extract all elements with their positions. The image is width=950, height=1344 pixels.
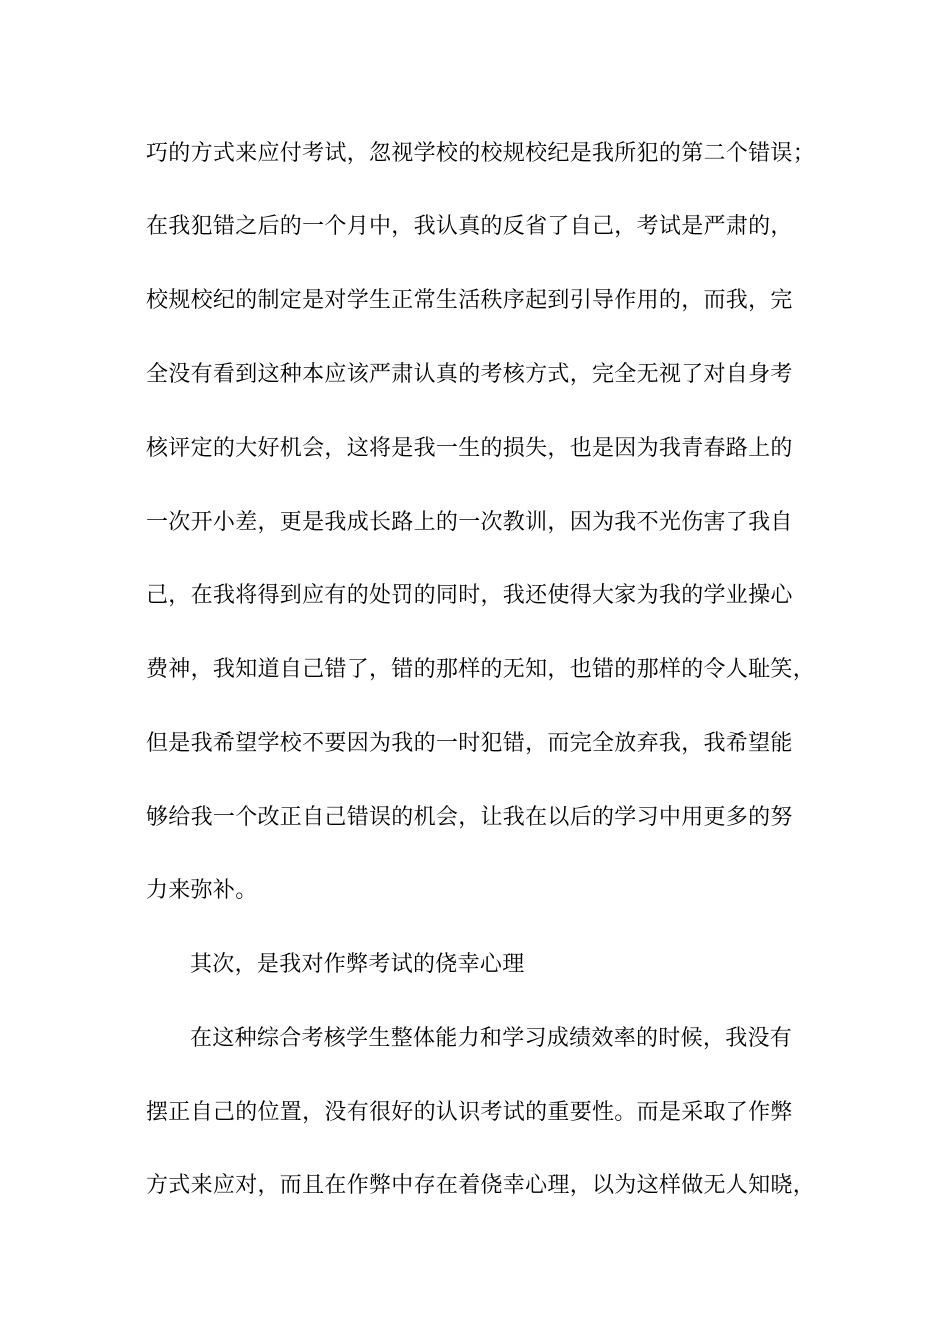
text-line: 费神，我知道自己错了，错的那样的无知，也错的那样的令人耻笑， xyxy=(146,657,816,682)
text-line: 核评定的大好机会，这将是我一生的损失，也是因为我青春路上的 xyxy=(146,436,793,461)
text-line: 方式来应对，而且在作弊中存在着侥幸心理，以为这样做无人知晓， xyxy=(146,1173,816,1198)
text-line: 一次开小差，更是我成长路上的一次教训，因为我不光伤害了我自 xyxy=(146,510,793,535)
text-line: 巧的方式来应付考试，忽视学校的校规校纪是我所犯的第二个错误； xyxy=(146,141,816,166)
text-line: 摆正自己的位置，没有很好的认识考试的重要性。而是采取了作弊 xyxy=(146,1100,793,1125)
section-heading: 其次，是我对作弊考试的侥幸心理 xyxy=(190,952,525,977)
text-line: 力来弥补。 xyxy=(146,878,258,903)
paragraph-first-line: 在这种综合考核学生整体能力和学习成绩效率的时候，我没有 xyxy=(190,1026,793,1051)
text-line: 够给我一个改正自己错误的机会，让我在以后的学习中用更多的努 xyxy=(146,805,793,830)
text-line: 但是我希望学校不要因为我的一时犯错，而完全放弃我，我希望能 xyxy=(146,731,793,756)
text-line: 校规校纪的制定是对学生正常生活秩序起到引导作用的，而我，完 xyxy=(146,288,793,313)
text-line: 全没有看到这种本应该严肃认真的考核方式，完全无视了对自身考 xyxy=(146,362,793,387)
text-line: 在我犯错之后的一个月中，我认真的反省了自己，考试是严肃的， xyxy=(146,214,793,239)
text-line: 己，在我将得到应有的处罚的同时，我还使得大家为我的学业操心 xyxy=(146,583,793,608)
